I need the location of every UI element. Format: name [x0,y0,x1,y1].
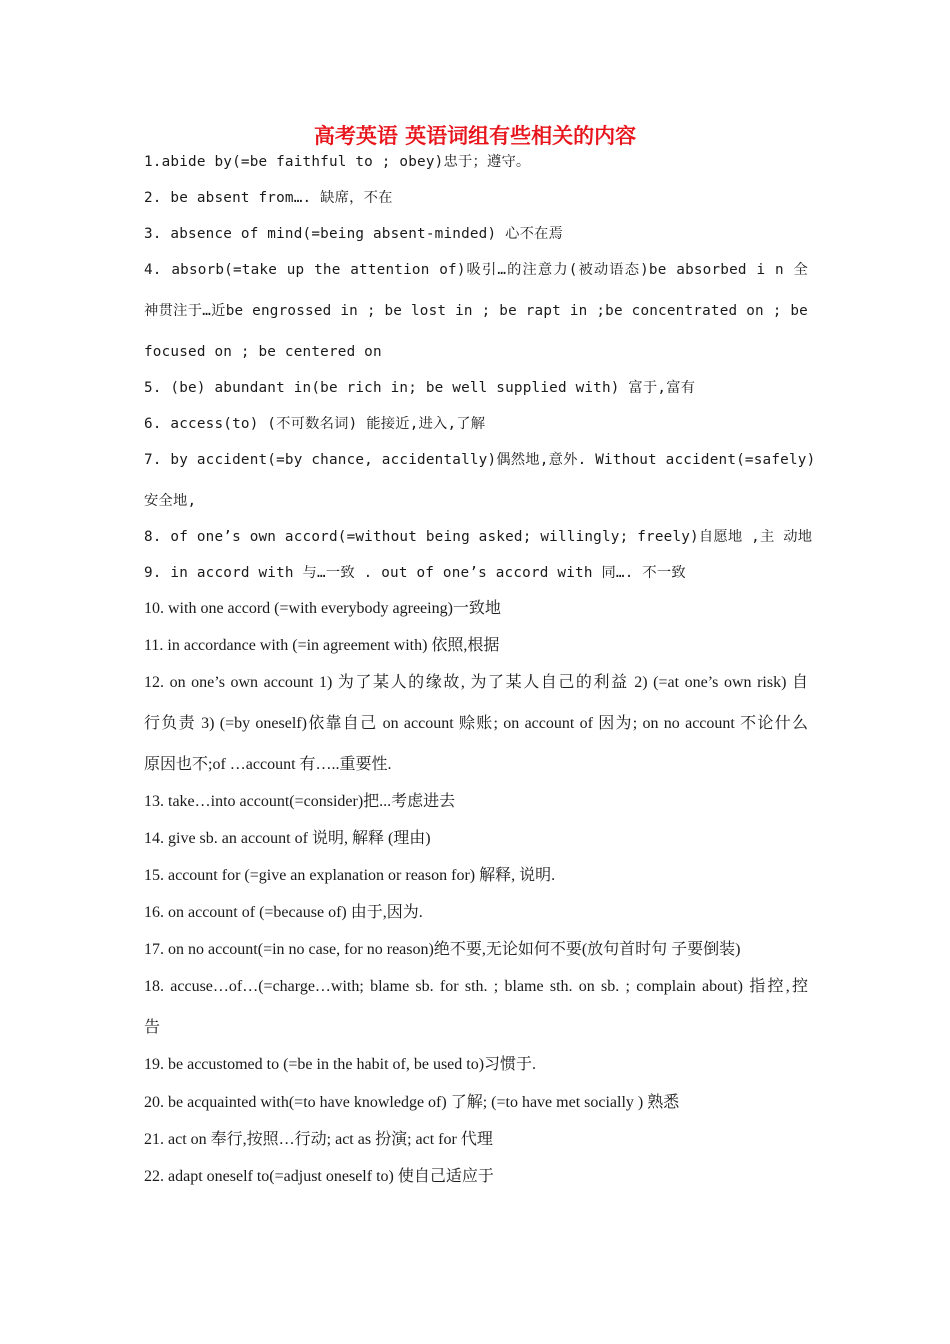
text-line: 15. account for (=give an explanation or reason for) 解释, 说明. [144,867,556,884]
text-line: 14. give sb. an account of 说明, 解释 (理由) [144,830,431,847]
text-line: 17. on no account(=in no case, for no reason)绝不要,无论如何不要(放句首时句 子要倒装) [144,941,741,958]
text-line: 6. access(to) (不可数名词) 能接近,进入,了解 [144,416,486,432]
text-line: 3. absence of mind(=being absent-minded) 心不在焉 [144,226,564,242]
text-line: 16. on account of (=because of) 由于,因为. [144,904,423,921]
text-line: 18. accuse…of…(=charge…with; blame sb. for sth. ; blame sth. on sb. ; complain about) 指控,控 [144,978,808,995]
text-line: 11. in accordance with (=in agreement with) 依照,根据 [144,637,500,654]
text-line: 5. (be) abundant in(be rich in; be well supplied with) 富于,富有 [144,380,696,396]
text-line: 21. act on 奉行,按照…行动; act as 扮演; act for 代理 [144,1131,493,1148]
text-line: 告 [144,1019,161,1036]
document-title: 高考英语 英语词组有些相关的内容 [313,123,637,148]
text-line: 19. be accustomed to (=be in the habit of, be used to)习惯于. [144,1056,537,1073]
text-line: 神贯注于…近be engrossed in ; be lost in ; be rapt in ;be concentrated on ; be [144,303,808,319]
text-line: 12. on one’s own account 1) 为了某人的缘故, 为了某人自己的利益 2) (=at one’s own risk) 自 [144,674,808,691]
text-line: 安全地, [144,493,197,509]
text-line: 22. adapt oneself to(=adjust oneself to) 使自己适应于 [144,1168,494,1185]
text-line: 1.abide by(=be faithful to ; obey)忠于；遵守。 [144,154,531,170]
text-line: 行负责 3) (=by oneself)依靠自己 on account 赊账; on account of 因为; on no account 不论什么 [144,715,808,732]
text-line: 2. be absent from…. 缺席，不在 [144,190,393,206]
text-line: 13. take…into account(=consider)把...考虑进去 [144,793,456,810]
text-line: 20. be acquainted with(=to have knowledge of) 了解; (=to have met socially ) 熟悉 [144,1094,680,1111]
text-line: focused on ; be centered on [144,344,382,360]
text-line: 7. by accident(=by chance, accidentally)偶然地,意外. Without accident(=safely) [144,452,816,468]
text-line: 4. absorb(=take up the attention of)吸引…的注意力(被动语态)be absorbed i n 全 [144,262,808,278]
text-line: 9. in accord with 与…一致 . out of one’s accord with 同…. 不一致 [144,565,686,581]
text-line: 10. with one accord (=with everybody agreeing)一致地 [144,600,501,617]
text-line: 原因也不;of …account 有…..重要性. [144,756,392,773]
text-line: 8. of one’s own accord(=without being asked; willingly; freely)自愿地 ,主 动地 [144,529,813,545]
